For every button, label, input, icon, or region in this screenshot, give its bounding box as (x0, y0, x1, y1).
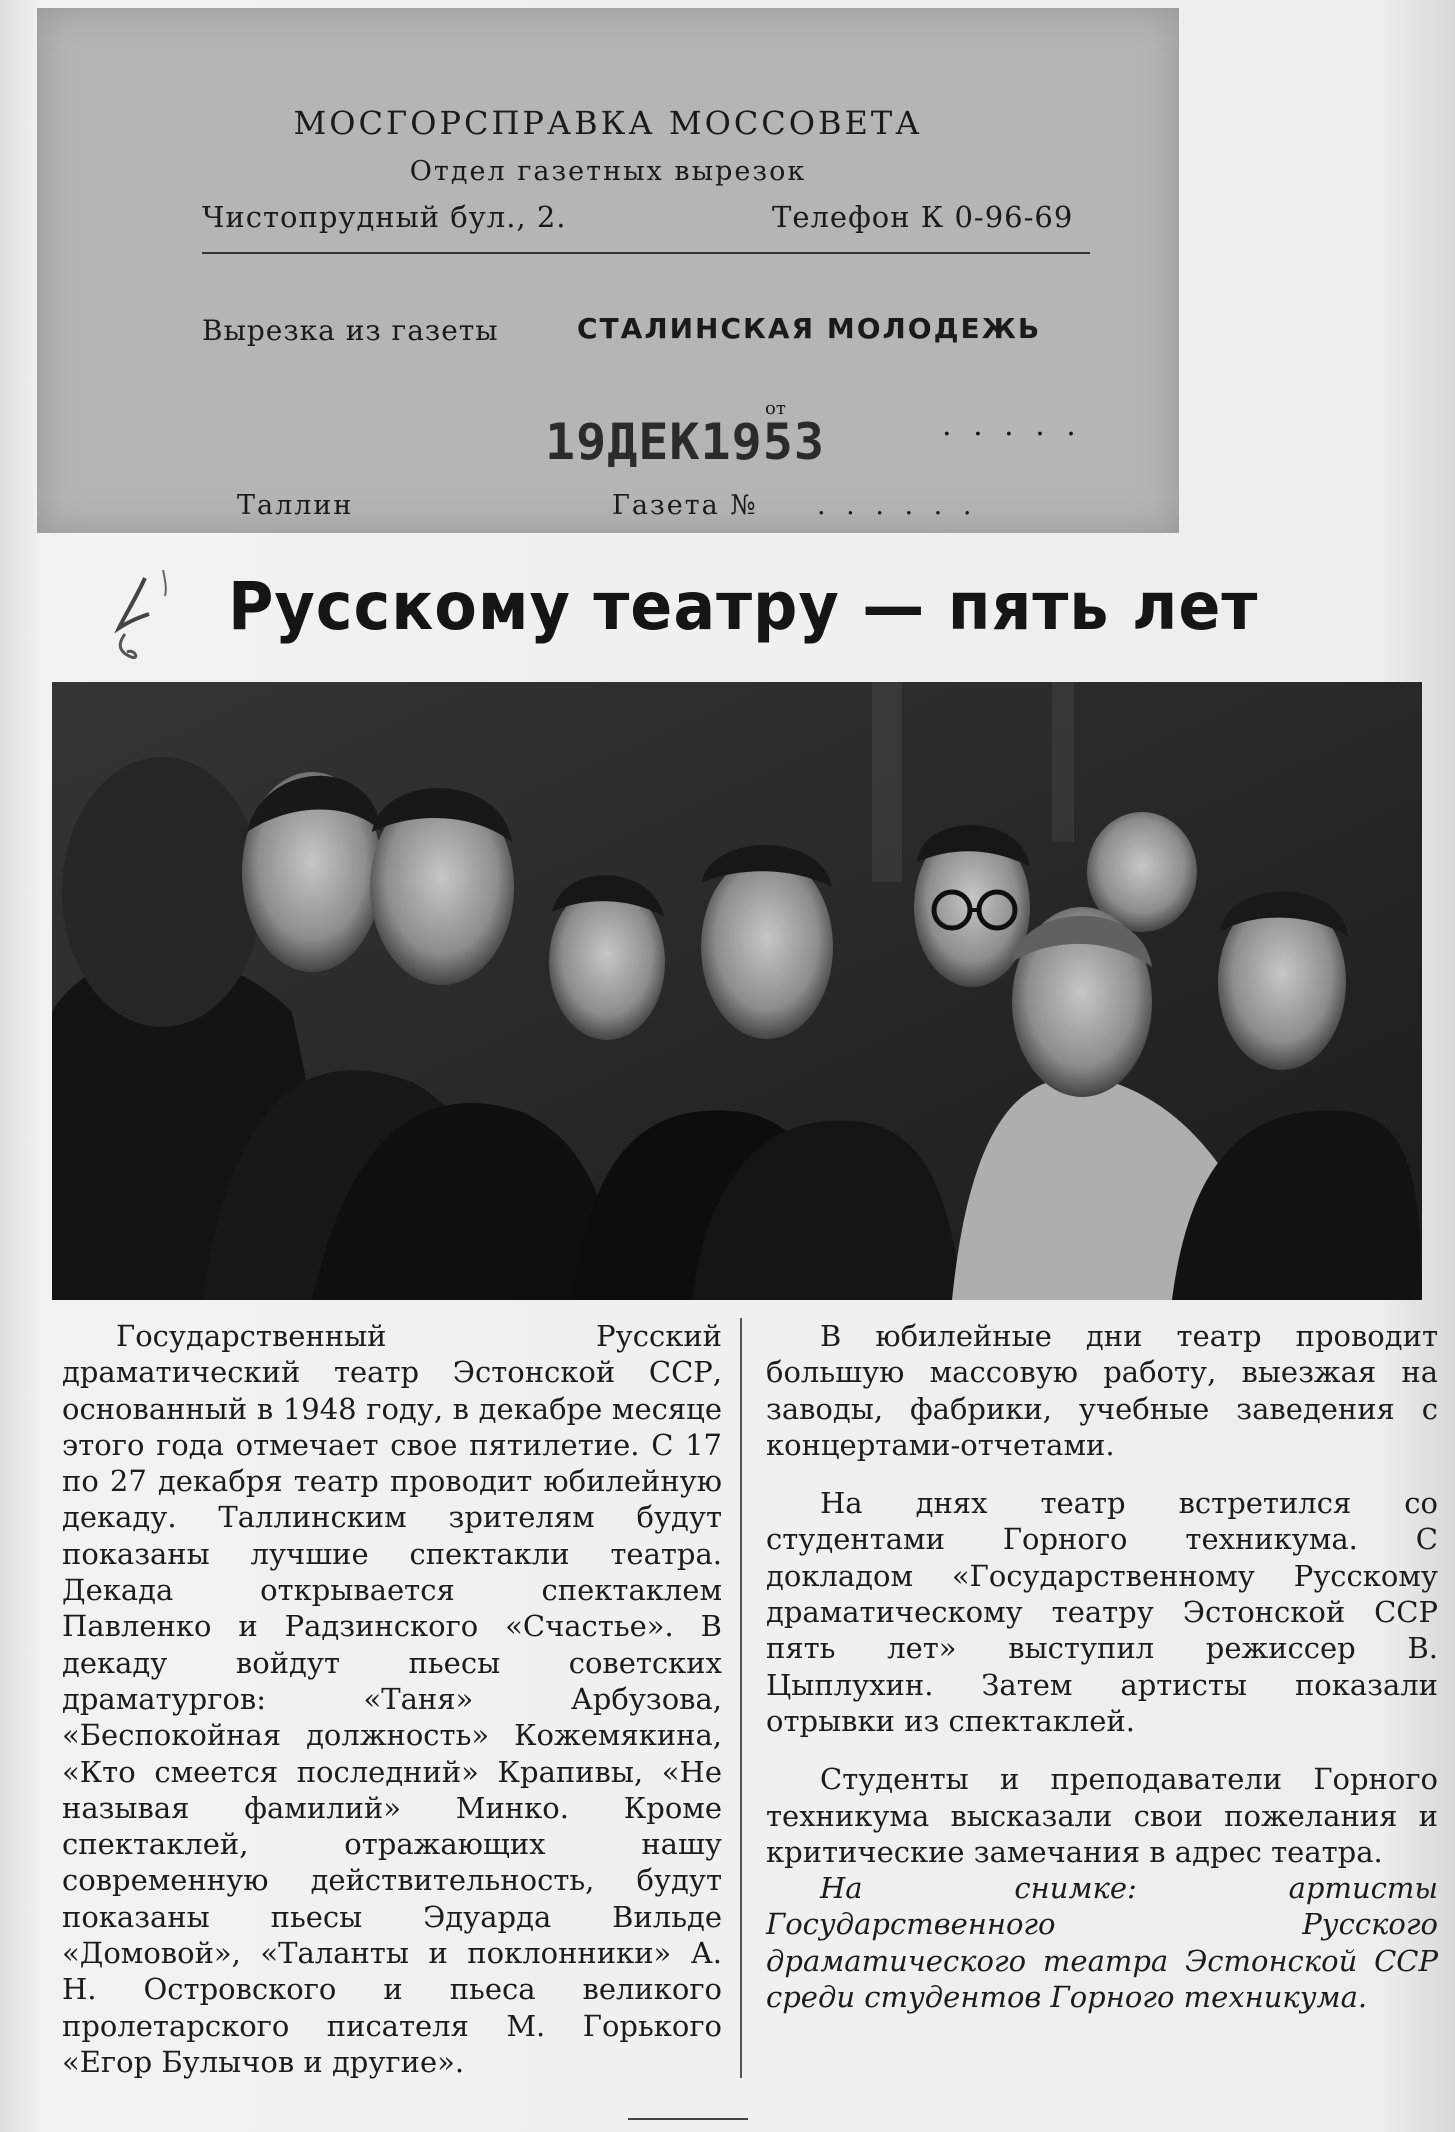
photo-group-of-people (52, 682, 1422, 1300)
slip-date-prefix: от (765, 398, 786, 419)
slip-phone: Телефон К 0-96-69 (772, 200, 1074, 234)
article-paragraph: В юбилейные дни театр проводит большую массовую работу, выезжая на заводы, фабрики, учебные заведения с концертами-отчетами. (766, 1319, 1438, 1462)
article-headline: Русскому театру — пять лет (228, 568, 1259, 645)
slip-divider (202, 252, 1090, 254)
slip-date-stamp: 19ДЕК1953 (545, 413, 825, 471)
slip-newspaper-name: СТАЛИНСКАЯ МОЛОДЕЖЬ (577, 312, 1042, 345)
article-left-column (62, 1318, 722, 2080)
slip-issue-label: Газета № (612, 490, 758, 521)
article-right-column (766, 1318, 1438, 2015)
article-paragraph: Государственный Русский драматический театр Эстонской ССР, основанный в 1948 году, в декабре месяце этого года отмечает свое пятилетие. С 17 по 27 декабря театр проводит юбилейную декаду. Таллинским зрителям будут показаны лучшие спектакли театра. Декада открывается спектаклем Павленко и Радзинского «Счастье». В декаду войдут пьесы советских драматургов: «Таня» Арбузова, «Беспокойная должность» Кожемякина, «Кто смеется последний» Крапивы, «Не называя фамилий» Минко. Кроме спектаклей, отражающих нашу современную действительность, будут показаны пьесы Эдуарда Вильде «Домовой», «Таланты и поклонники» А. Н. Островского и пьеса великого пролетарского писателя М. Горького «Егор Булычов и другие». (62, 1319, 722, 2079)
slip-city: Таллин (237, 490, 354, 521)
slip-dotted-line-date: . . . . . (942, 408, 1082, 443)
article-photo (52, 682, 1422, 1300)
article-paragraph: На днях театр встретился со студентами Горного техникума. С докладом «Государственному Русскому драматическому театру Эстонской ССР пять лет» выступил режиссер В. Цыплухин. Затем артисты показали отрывки из спектаклей. (766, 1486, 1438, 1738)
clipping-service-slip (37, 8, 1179, 533)
slip-clip-label: Вырезка из газеты (202, 314, 499, 347)
article-end-rule (628, 2118, 748, 2120)
article-paragraph: Студенты и преподаватели Горного техникума высказали свои пожелания и критические замечания в адрес театра. (766, 1762, 1438, 1869)
pencil-mark-icon (105, 570, 185, 670)
column-divider (740, 1318, 742, 2078)
photo-caption: На снимке: артисты Государственного Русского драматического театра Эстонской ССР среди студентов Горного техникума. (766, 1871, 1438, 2015)
slip-organization: МОСГОРСПРАВКА МОССОВЕТА (293, 104, 923, 142)
slip-dotted-line-issue: . . . . . . (817, 490, 978, 521)
slip-department: Отдел газетных вырезок (409, 156, 807, 187)
slip-address: Чистопрудный бул., 2. (202, 200, 567, 234)
